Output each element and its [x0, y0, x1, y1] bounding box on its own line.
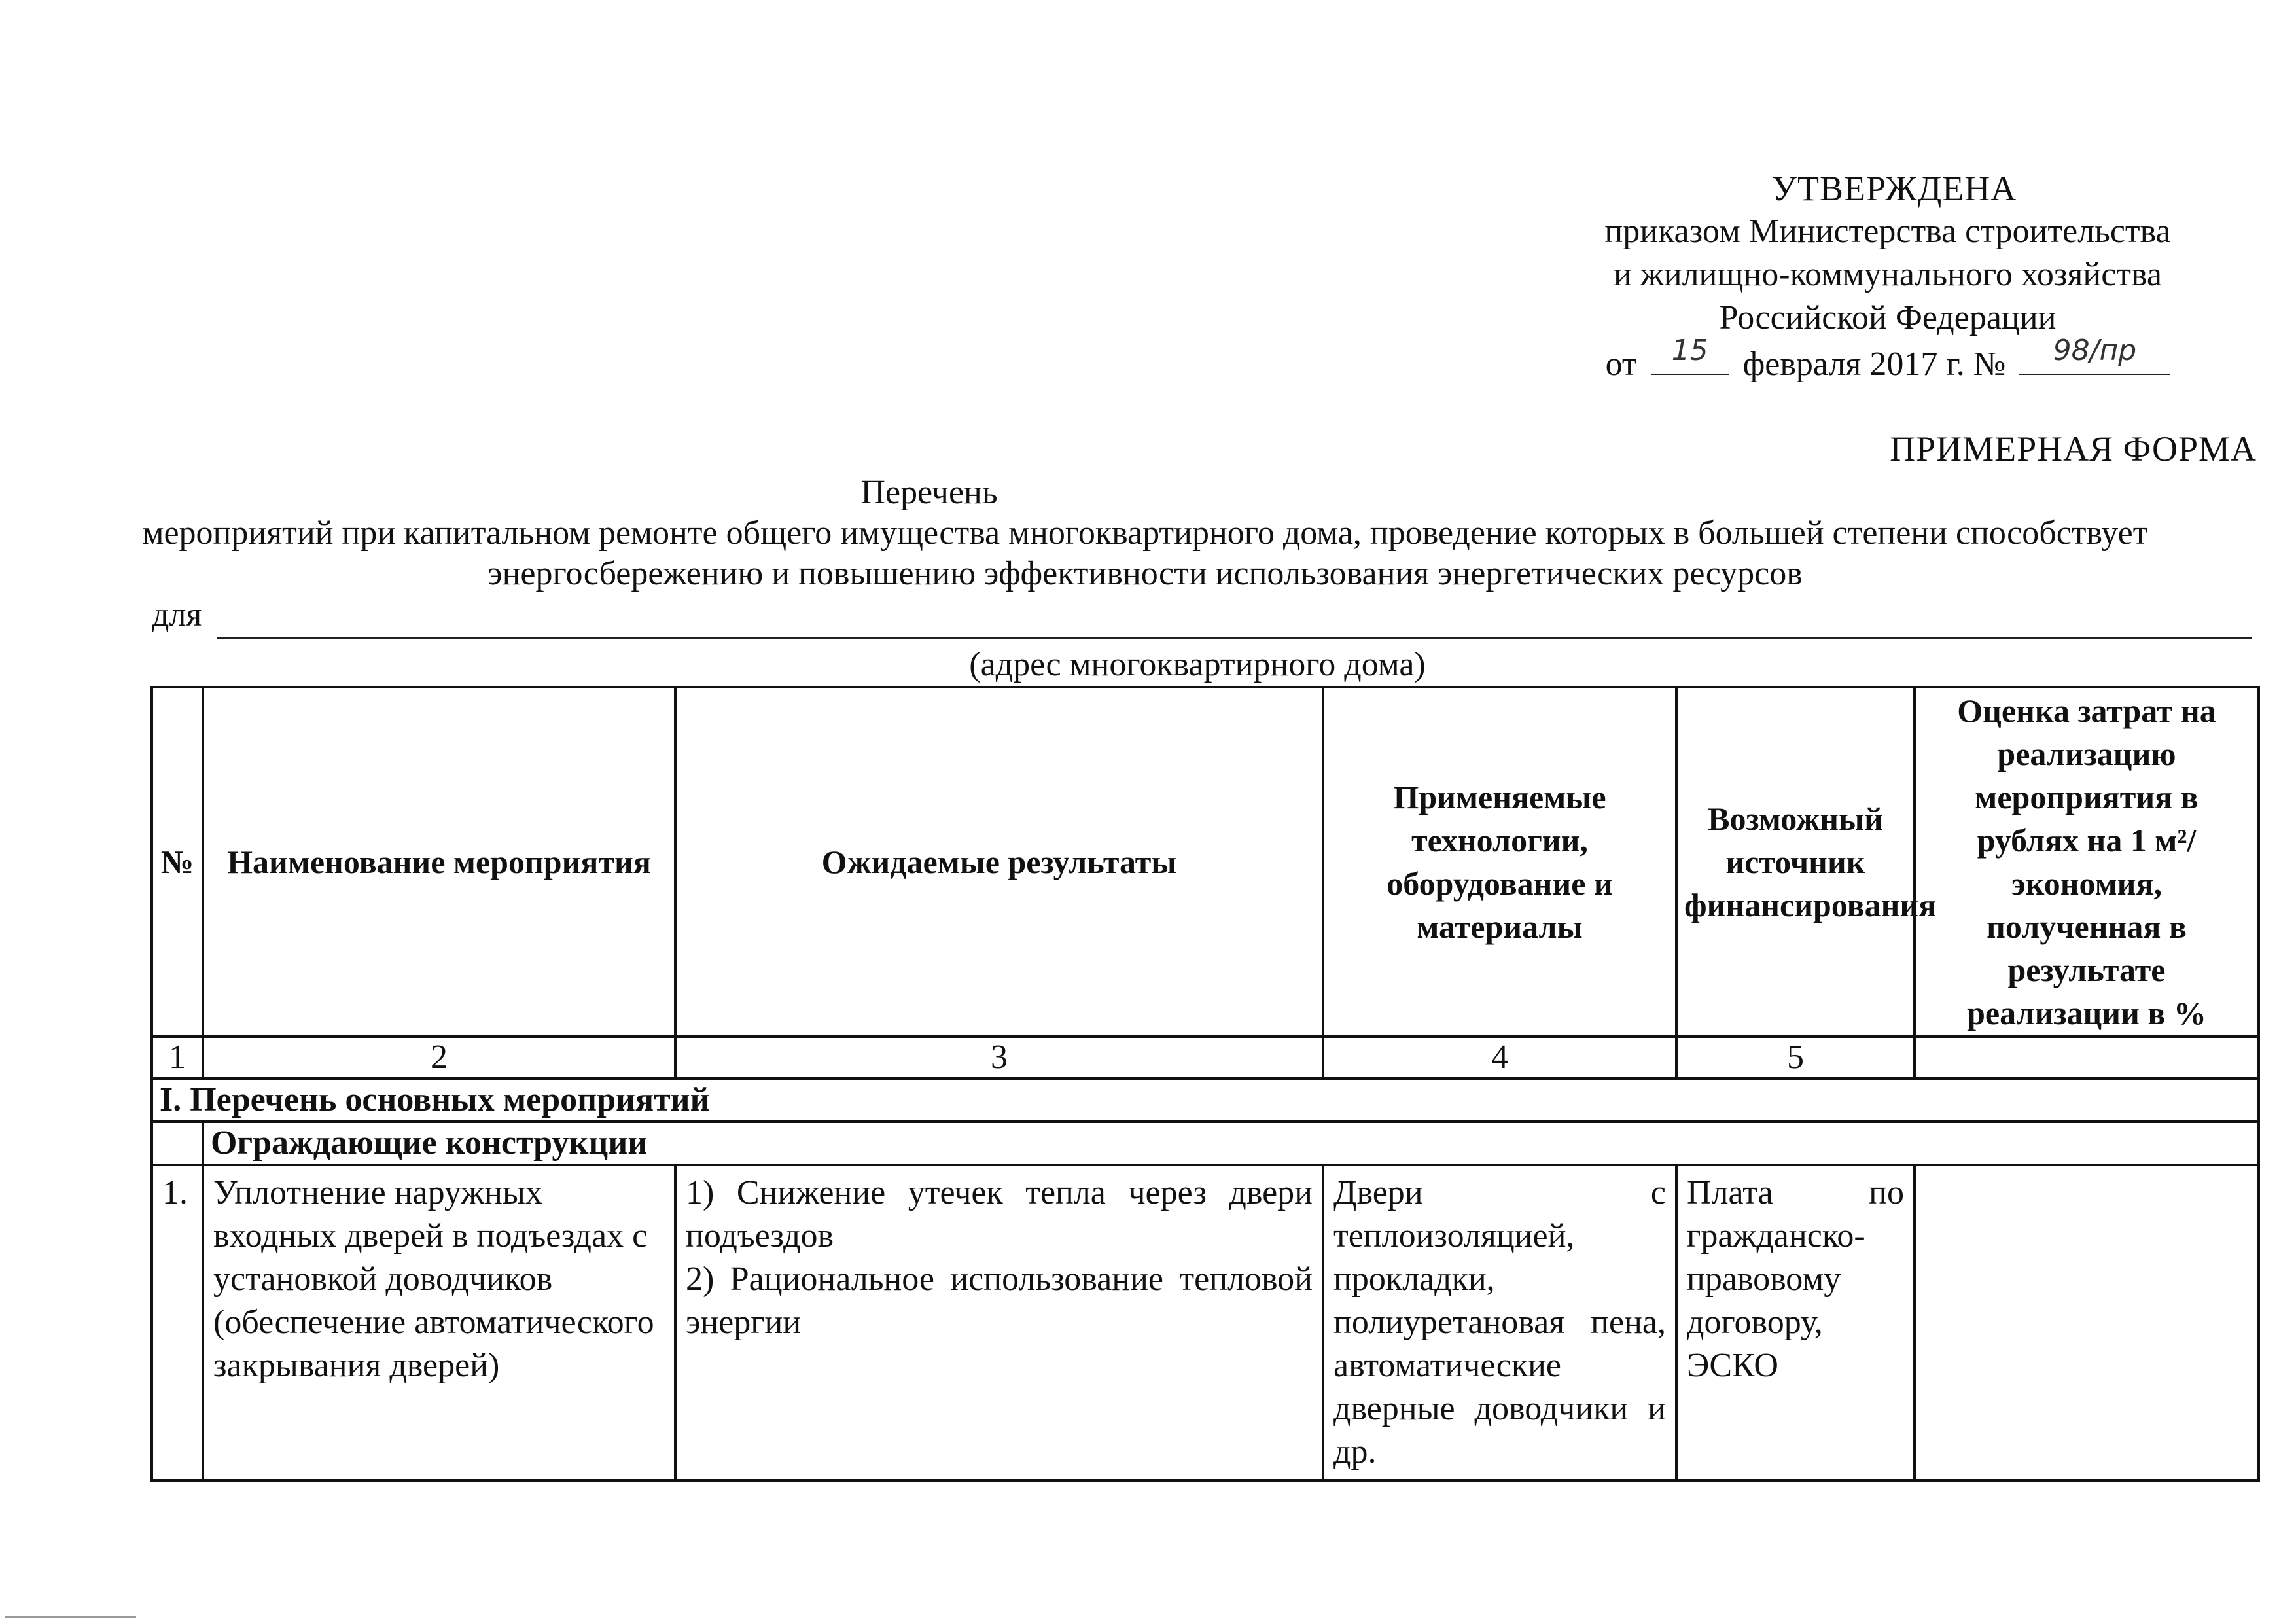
column-number-2: 2: [203, 1037, 675, 1079]
table-row: [152, 1165, 2259, 1480]
column-numbers-row: [152, 1037, 2259, 1079]
approval-title: УТВЕРЖДЕНА: [1771, 169, 2017, 208]
for-label: для: [152, 596, 202, 633]
row-expected-results: [675, 1165, 1323, 1480]
section-title: I. Перечень основных мероприятий: [152, 1079, 2259, 1122]
scan-edge-mark: [5, 1616, 136, 1618]
table-header-row: [152, 687, 2259, 1037]
group-title: Ограждающие конструкции: [203, 1122, 2259, 1165]
header-measure-name: Наименование мероприятия: [203, 687, 675, 1037]
address-blank-rule: [217, 637, 2252, 639]
order-day-field: [1651, 334, 1729, 375]
document-heading: Перечень: [860, 474, 998, 511]
group-number-cell: [152, 1122, 203, 1165]
header-expected-results: Ожидаемые результаты: [675, 687, 1323, 1037]
measures-table: [150, 686, 2260, 1482]
document-subtitle: мероприятий при капитальном ремонте общего имущества многоквартирного дома, проведение которых в большей степени способствует энергосбережению и повышению эффективности использования энергетических ресурсов: [142, 514, 2148, 592]
document-title: [0, 473, 2296, 594]
row-funding-source: Плата по гражданско-правовому договору, ЭСКО: [1676, 1165, 1915, 1480]
row-technologies: Двери с теплоизоляцией, прокладки, полиуретановая пена, автоматические дверные доводчики и др.: [1323, 1165, 1676, 1480]
order-date-line: [1557, 334, 2218, 386]
section-row: [152, 1079, 2259, 1122]
header-funding-source: Возможный источник финансирования: [1676, 687, 1915, 1037]
row-result-2: 2) Рациональное использование тепловой энергии: [686, 1260, 1313, 1341]
row-measure-name: Уплотнение наружных входных дверей в подъездах с установкой доводчиков (обеспечение автоматического закрывания дверей): [203, 1165, 675, 1480]
column-number-4: 4: [1323, 1037, 1676, 1079]
header-technologies: Применяемые технологии, оборудование и материалы: [1323, 687, 1676, 1037]
address-caption: (адрес многоквартирного дома): [969, 646, 1426, 683]
order-day-handwritten: 15: [1671, 334, 1708, 367]
column-number-3: 3: [675, 1037, 1323, 1079]
approval-line-2: и жилищно-коммунального хозяйства: [1614, 256, 2162, 293]
header-number: №: [152, 687, 203, 1037]
order-month-year: февраля 2017 г. №: [1742, 346, 2006, 383]
sample-form-label: ПРИМЕРНАЯ ФОРМА: [1890, 429, 2257, 469]
row-result-1: 1) Снижение утечек тепла через двери подъездов: [686, 1174, 1313, 1255]
approval-line-3: Российской Федерации: [1719, 299, 2057, 336]
column-number-1: 1: [152, 1037, 203, 1079]
row-number: 1.: [152, 1165, 203, 1480]
column-number-5: 5: [1676, 1037, 1915, 1079]
order-ot-label: от: [1605, 346, 1637, 383]
header-cost-estimate: Оценка затрат на реализацию мероприятия в рублях на 1 м²/ экономия, полученная в результате реализации в %: [1915, 687, 2259, 1037]
column-number-6: [1915, 1037, 2259, 1079]
address-line: [152, 596, 2252, 639]
group-row: [152, 1122, 2259, 1165]
row-cost-estimate: [1915, 1165, 2259, 1480]
approval-line-1: приказом Министерства строительства: [1604, 213, 2171, 250]
order-number-handwritten: 98/пр: [2053, 334, 2137, 367]
order-number-field: [2019, 334, 2170, 375]
approval-block: [1557, 167, 2218, 386]
